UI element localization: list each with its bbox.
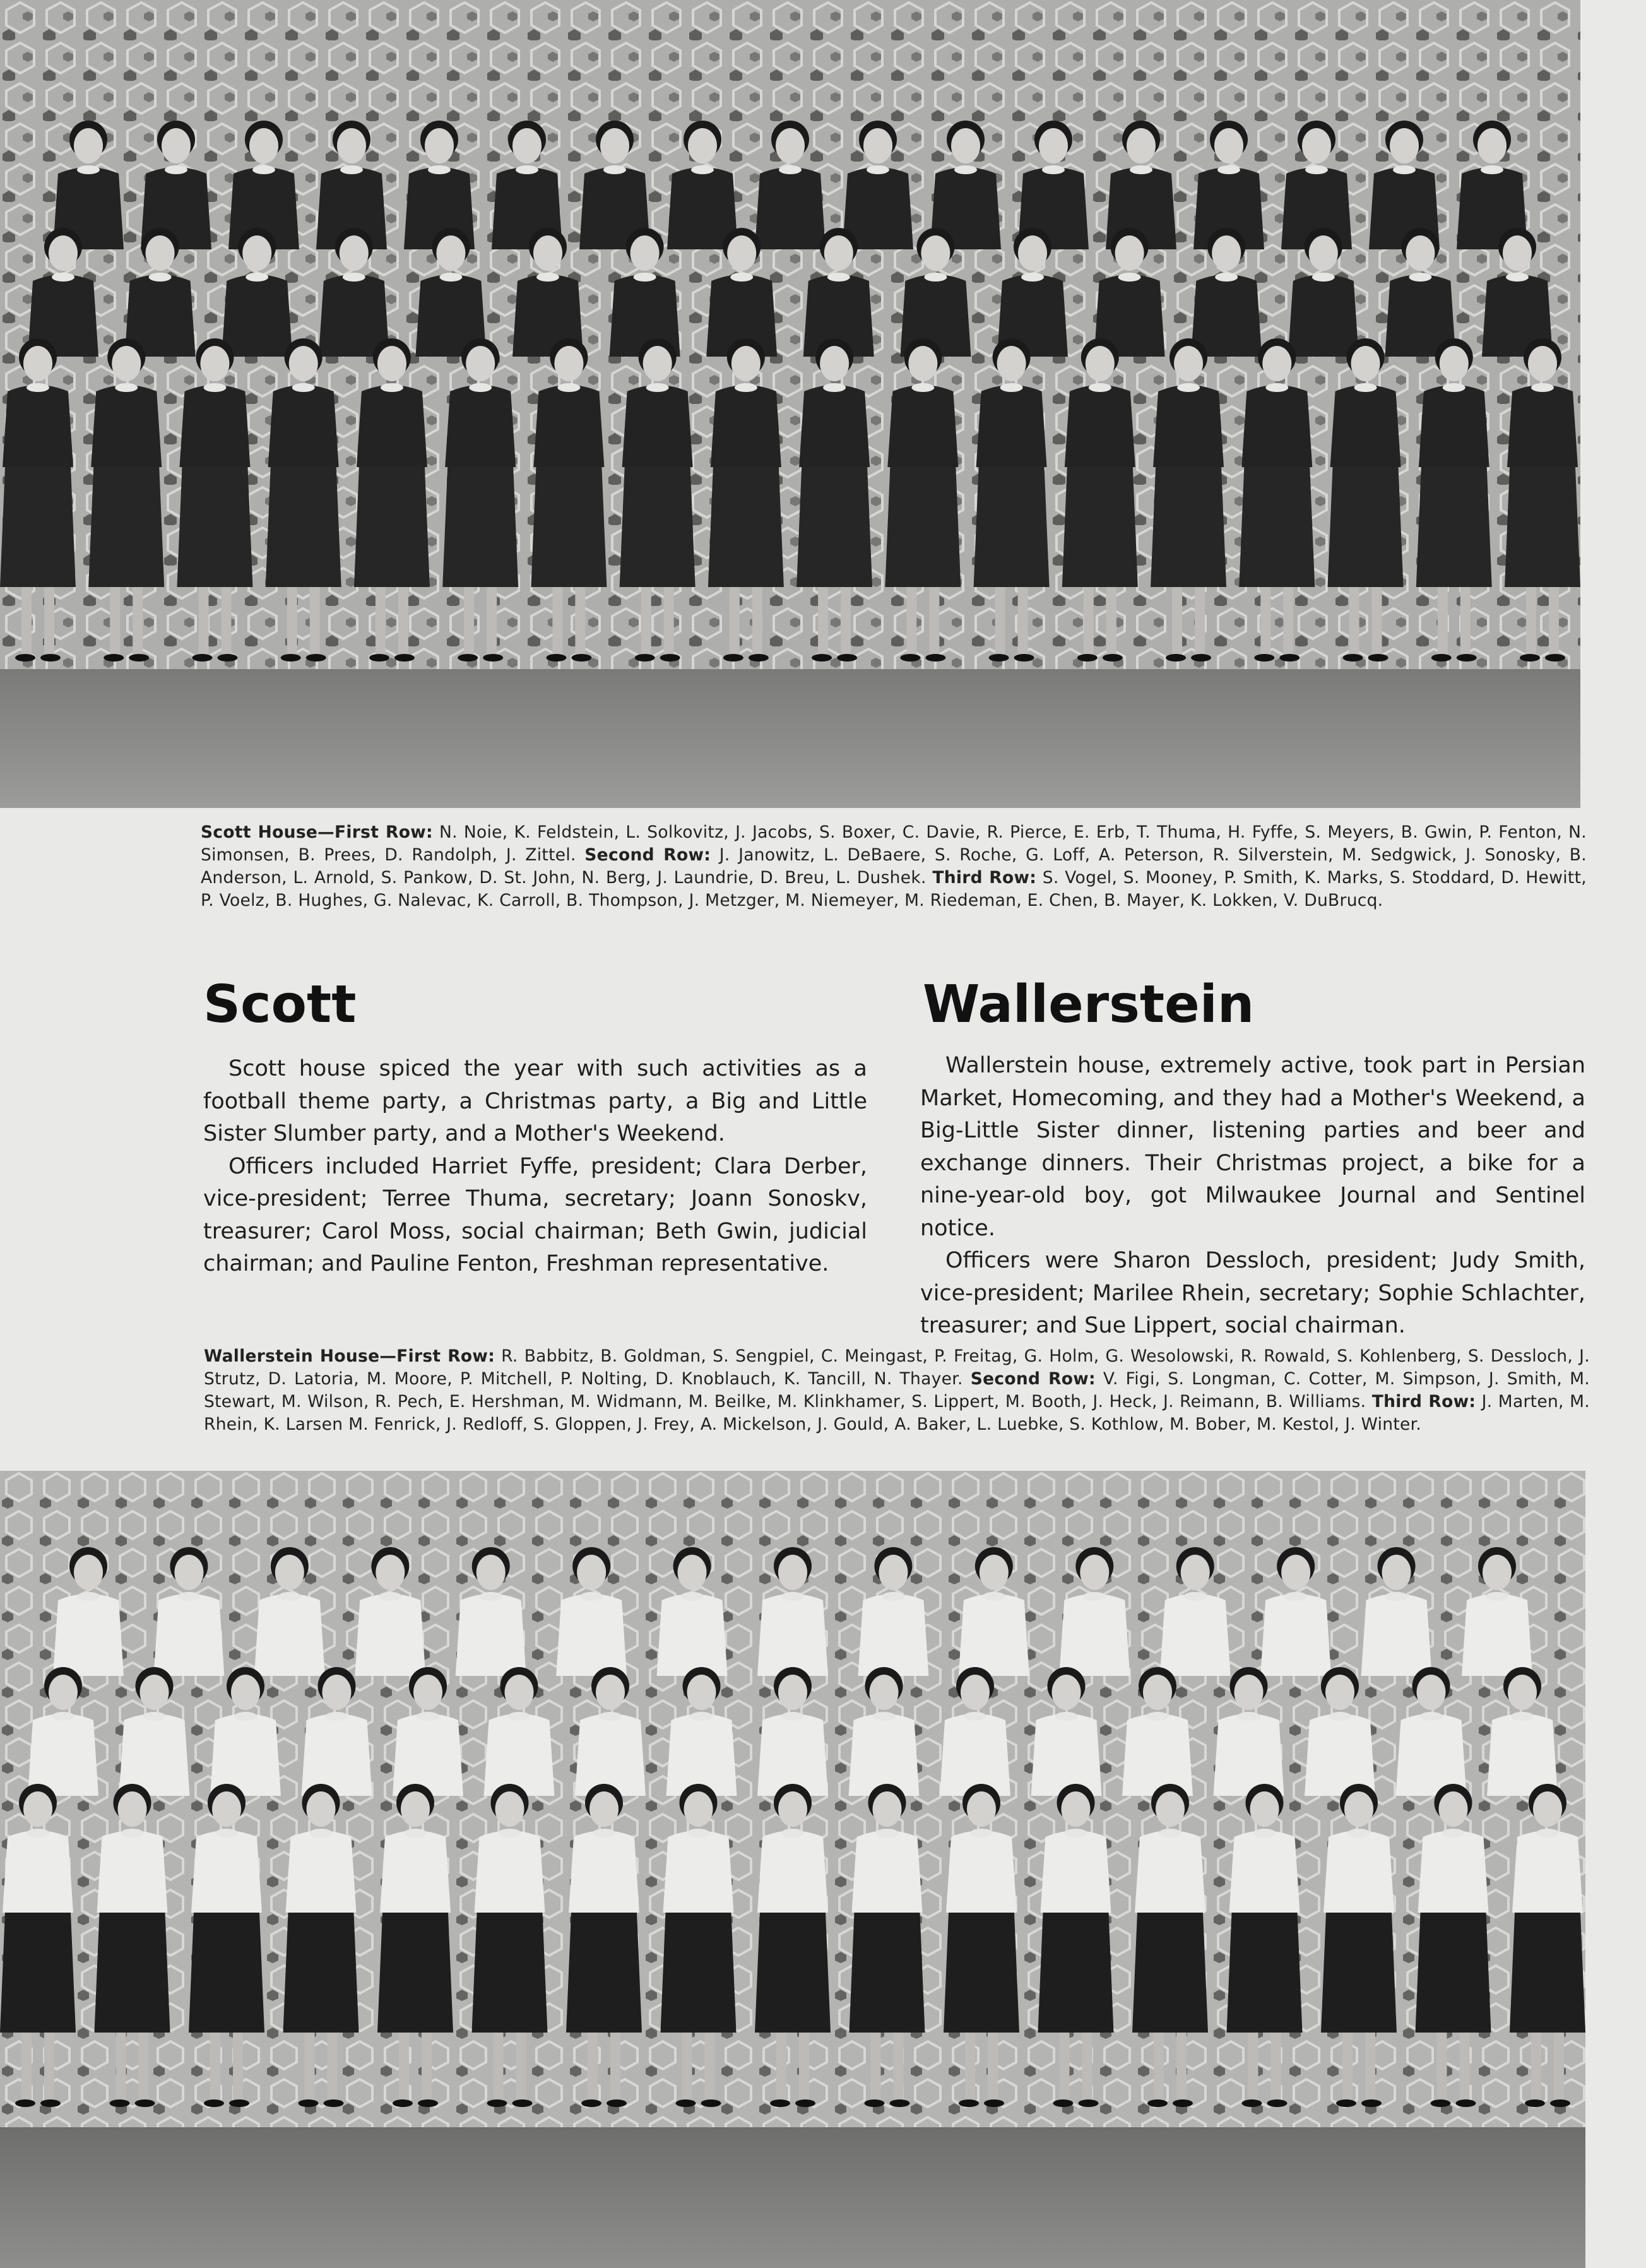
wallerstein-house-group-photo: [0, 1471, 1585, 2268]
scott-caption-third-row-label: Third Row:: [932, 868, 1037, 888]
wallerstein-paragraph: Officers were Sharon Dessloch, president; Judy Smith, vice-president; Marilee Rhein, secretary; Sophie Schlachter, treasurer; and Sue Lippert, social chairman.: [920, 1248, 1585, 1338]
scott-caption-first-row: N. Noie, K. Feldstein, L. Solkovitz, J. Jacobs, S. Boxer, C. Davie, R. Pierce, E. Erb, T. Thuma, H. Fyffe, S. Meyers, B. Gwin, P. Fenton, N. Simonsen, B. Prees, D. Randolph, J. Zittel.: [201, 822, 1587, 865]
scott-caption-second-row: J. Janowitz, L. DeBaere, S. Roche, G. Loff, A. Peterson, R. Silverstein, M. Sedgwick, J. Sonosky, B. Anderson, L. Arnold, S. Pankow, D. St. John, N. Berg, J. Laundrie, D. Breu, L. Dushek.: [201, 845, 1587, 888]
scott-house-group-photo: [0, 0, 1580, 808]
scott-caption-second-row-label: Second Row:: [584, 845, 711, 865]
wallerstein-photo-caption: [204, 1345, 1590, 1436]
wallerstein-caption-second-row: V. Figi, S. Longman, C. Cotter, M. Simpson, J. Smith, M. Stewart, M. Wilson, R. Pech, E. Hershman, M. Widmann, M. Beilke, M. Klinkhamer, S. Lippert, M. Booth, J. Heck, J. Reimann, B. Williams.: [204, 1369, 1590, 1411]
wallerstein-caption-second-row-label: Second Row:: [970, 1369, 1096, 1389]
scott-article: [203, 1053, 867, 1281]
wallerstein-caption-third-row: J. Marten, M. Rhein, K. Larsen M. Fenrick, J. Redloff, S. Gloppen, J. Frey, A. Mickelson, J. Gould, A. Baker, L. Luebke, S. Kothlow, M. Bober, M. Kestol, J. Winter.: [204, 1392, 1590, 1434]
wallerstein-caption-house-label: Wallerstein House—First Row:: [204, 1346, 495, 1366]
wallerstein-article: [920, 1050, 1585, 1343]
scott-photo-caption: [201, 821, 1587, 912]
scott-paragraph: Officers included Harriet Fyffe, president; Clara Derber, vice-president; Terree Thuma, secretary; Joann Sonoskv, treasurer; Carol Moss, social chairman; Beth Gwin, judicial chairman; and Pauline Fenton, Freshman representative.: [203, 1153, 867, 1276]
scott-caption-third-row: S. Vogel, S. Mooney, P. Smith, K. Marks, S. Stoddard, D. Hewitt, P. Voelz, B. Hughes, G. Nalevac, K. Carroll, B. Thompson, J. Metzger, M. Niemeyer, M. Riedeman, E. Chen, B. Mayer, K. Lokken, V. DuBrucq.: [201, 868, 1587, 910]
wallerstein-paragraph: Wallerstein house, extremely active, took part in Persian Market, Homecoming, and they had a Mother's Weekend, a Big-Little Sister dinner, listening parties and beer and exchange dinners. Their Christmas project, a bike for a nine-year-old boy, got Milwaukee Journal and Sentinel notice.: [920, 1053, 1585, 1241]
wallerstein-caption-first-row: R. Babbitz, B. Goldman, S. Sengpiel, C. Meingast, P. Freitag, G. Holm, G. Wesolowski, R. Rowald, S. Kohlenberg, S. Dessloch, J. Strutz, D. Latoria, M. Moore, P. Mitchell, P. Nolting, D. Knoblauch, K. Tancill, N. Thayer.: [204, 1346, 1590, 1389]
wallerstein-heading: Wallerstein: [923, 975, 1255, 1035]
scott-paragraph: Scott house spiced the year with such activities as a football theme party, a Christmas party, a Big and Little Sister Slumber party, and a Mother's Weekend.: [203, 1056, 867, 1146]
scott-heading: Scott: [203, 975, 357, 1035]
scott-caption-house-label: Scott House—First Row:: [201, 822, 433, 842]
wallerstein-caption-third-row-label: Third Row:: [1371, 1392, 1476, 1411]
